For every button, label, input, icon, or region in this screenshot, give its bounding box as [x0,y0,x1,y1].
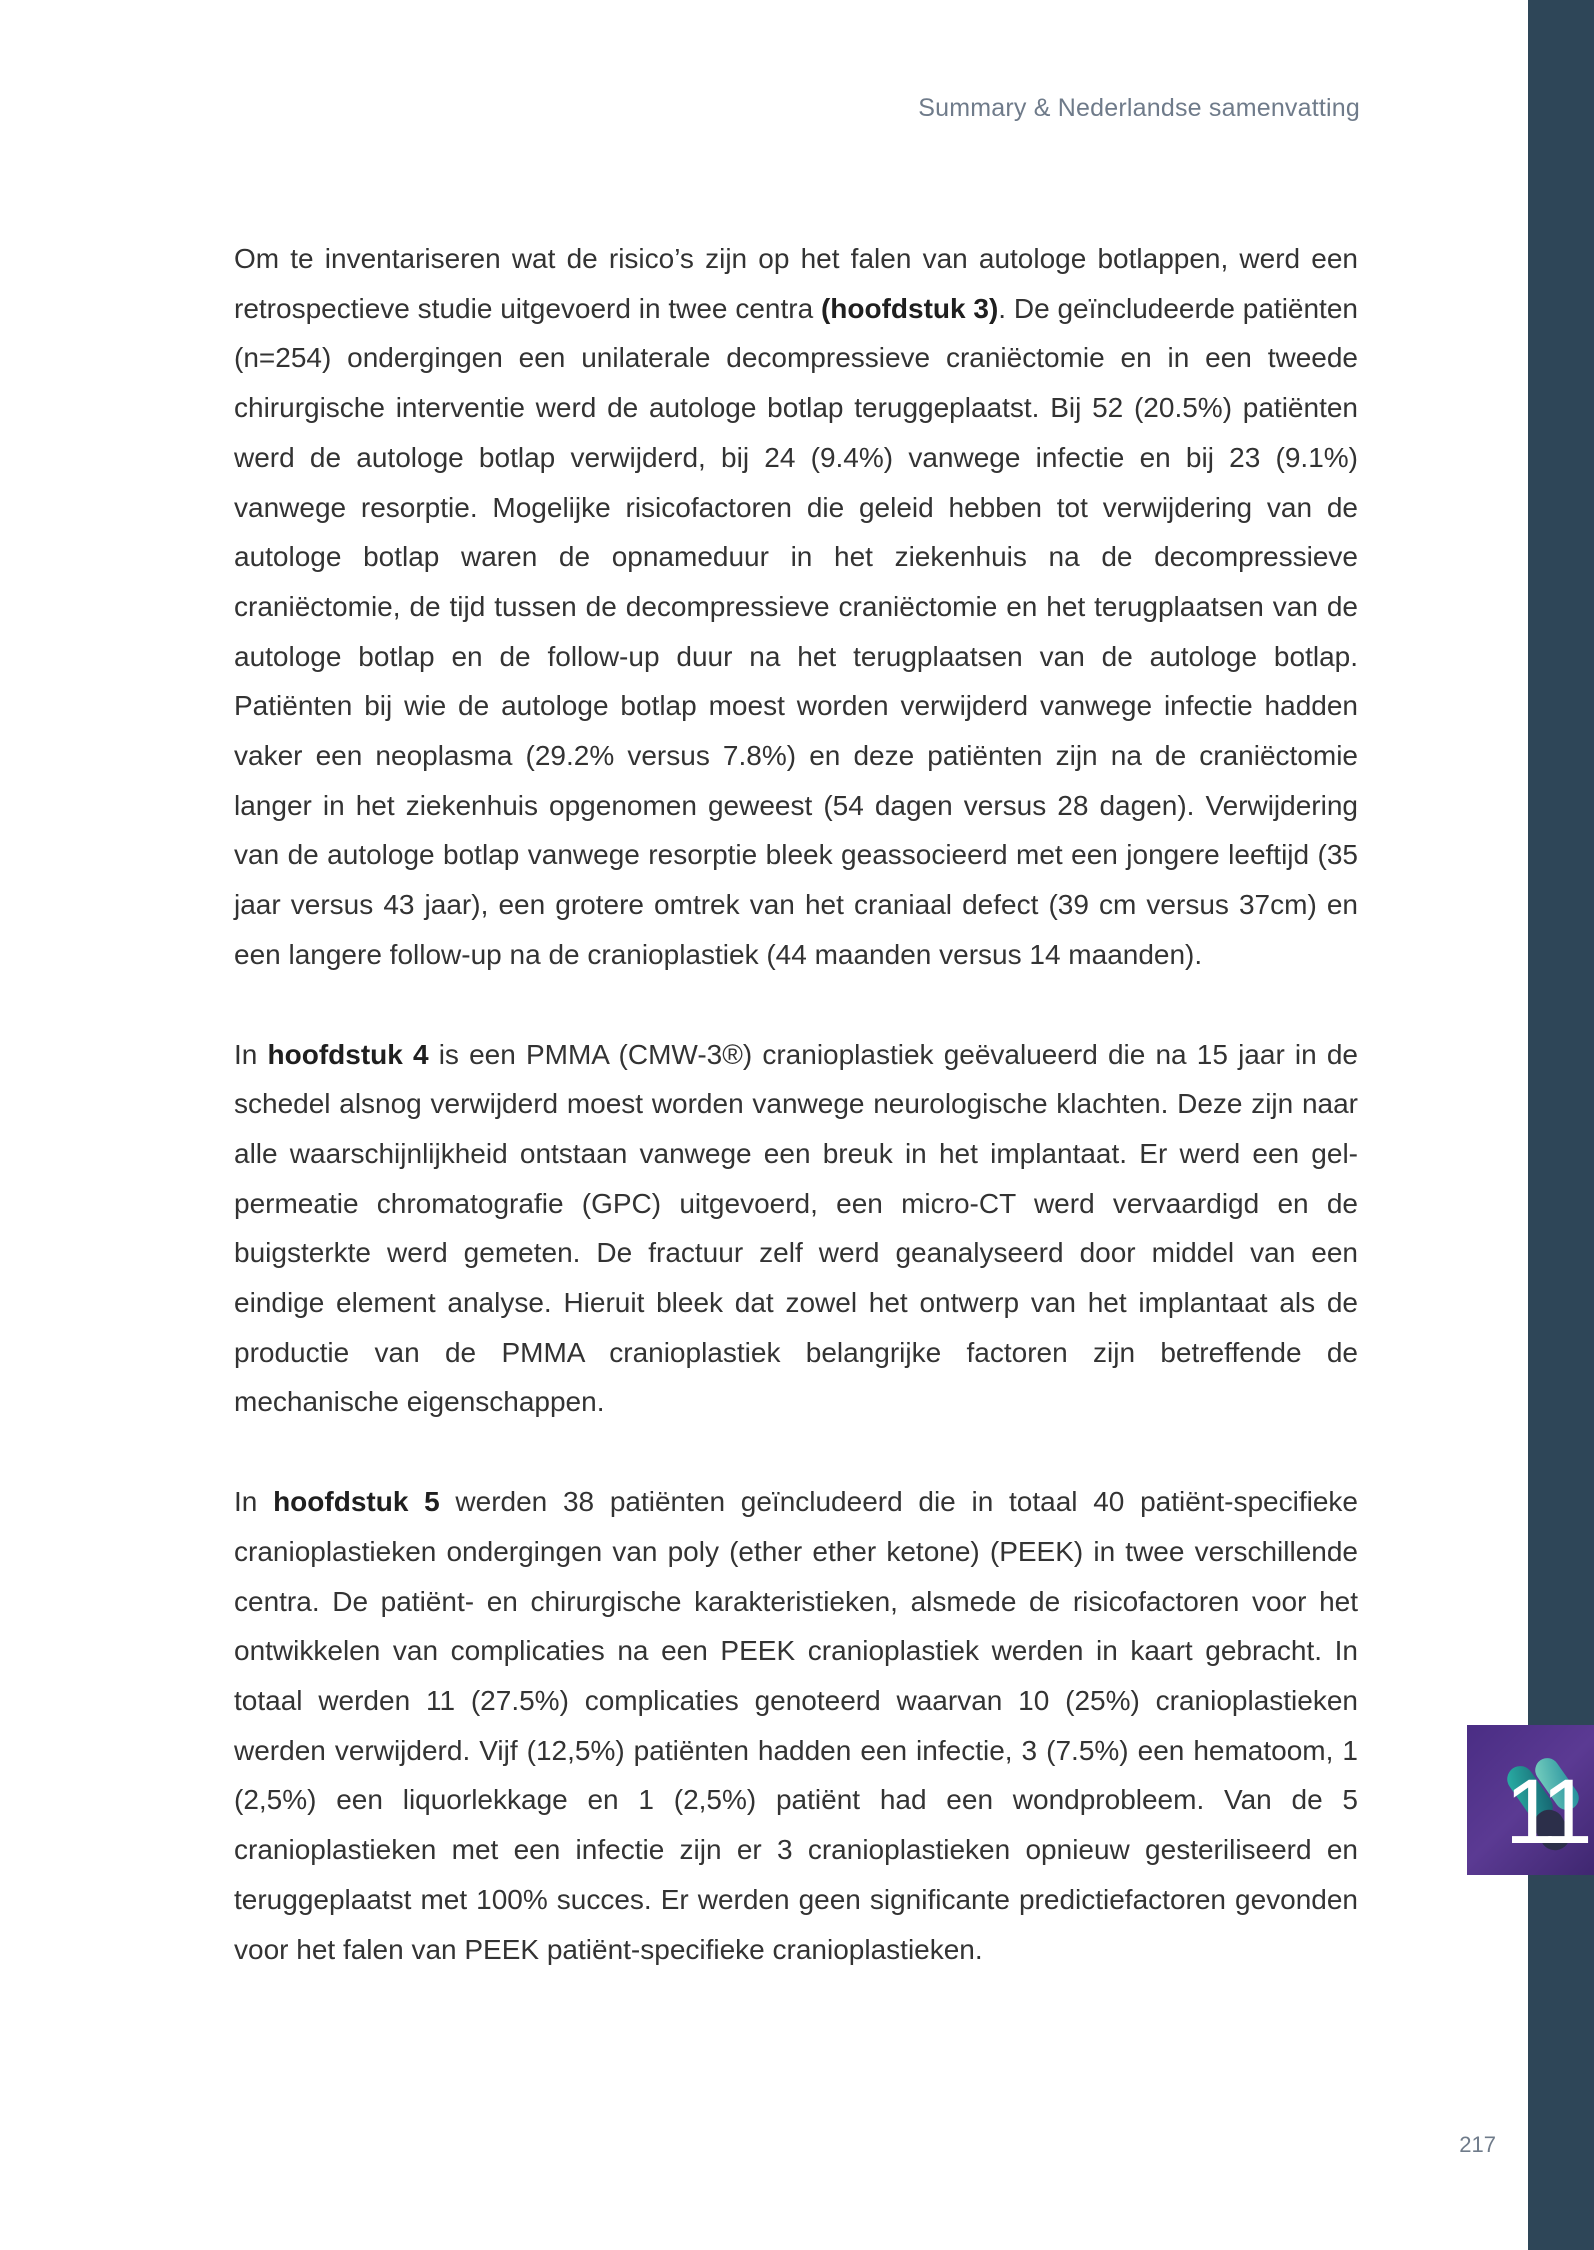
paragraph-text: . De geïncludeerde patiënten (n=254) ondergingen een unilaterale decompressieve craniëctomie en in een tweede chirurgische interventie werd de autologe botlap teruggeplaatst. Bij 52 (20.5%) patiënten werd de autologe botlap verwijderd, bij 24 (9.4%) vanwege infectie en bij 23 (9.1%) vanwege resorptie. Mogelijke risicofactoren die geleid hebben tot verwijdering van de autologe botlap waren de opnameduur in het ziekenhuis na de decompressieve craniëctomie, de tijd tussen de decompressieve craniëctomie en het terugplaatsen van de autologe botlap en de follow-up duur na het terugplaatsen van de autologe botlap. Patiënten bij wie de autologe botlap moest worden verwijderd vanwege infectie hadden vaker een neoplasma (29.2% versus 7.8%) en deze patiënten zijn na de craniëctomie langer in het ziekenhuis opgenomen geweest (54 dagen versus 28 dagen). Verwijdering van de autologe botlap vanwege resorptie bleek geassocieerd met een jongere leeftijd (35 jaar versus 43 jaar), een grotere omtrek van het craniaal defect (39 cm versus 37cm) en een langere follow-up na de cranioplastiek (44 maanden versus 14 maanden). [234,292,1358,970]
paragraph-text: Om te inventariseren wat de risico’s zijn op het falen van autologe botlappen, werd een retrospectieve studie uitgevoerd in twee centra [234,243,1358,324]
chapter-tab [1467,1725,1594,1875]
paragraph-text: is een PMMA (CMW-3®) cranioplastiek geëvalueerd die na 15 jaar in de schedel alsnog verwijderd moest worden vanwege neurologische klachten. Deze zijn naar alle waarschijnlijkheid ontstaan vanwege een breuk in het implantaat. Er werd een gel-permeatie chromatografie (GPC) uitgevoerd, een micro-CT werd vervaardigd en de buigsterkte werd gemeten. De fractuur zelf werd geanalyseerd door middel van een eindige element analyse. Hieruit bleek dat zowel het ontwerp van het implantaat als de productie van de PMMA cranioplastiek belangrijke factoren zijn betreffende de mechanische eigenschappen. [234,1038,1358,1418]
chapter-reference: (hoofdstuk 3) [820,292,999,324]
running-header: Summary & Nederlandse samenvatting [918,94,1360,122]
chapter-number: 11 [1505,1761,1585,1863]
paragraph-chapter-5 [234,1477,1358,1974]
paragraph-chapter-4 [234,1030,1358,1428]
chapter-reference: hoofdstuk 4 [267,1038,429,1070]
paragraph-text: In [234,1038,268,1070]
body-content [234,234,1358,2024]
paragraph-text: werden 38 patiënten geïncludeerd die in totaal 40 patiënt-specifieke cranioplastieken ondergingen van poly (ether ether ketone) (PEEK) in twee verschillende centra. De patiënt- en chirurgische karakteristieken, alsmede de risicofactoren voor het ontwikkelen van complicaties na een PEEK cranioplastiek werden in kaart gebracht. In totaal werden 11 (27.5%) complicaties genoteerd waarvan 10 (25%) cranioplastieken werden verwijderd. Vijf (12,5%) patiënten hadden een infectie, 3 (7.5%) een hematoom, 1 (2,5%) een liquorlekkage en 1 (2,5%) patiënt had een wondprobleem. Van de 5 cranioplastieken met een infectie zijn er 3 cranioplastieken opnieuw gesteriliseerd en teruggeplaatst met 100% succes. Er werden geen significante predictiefactoren gevonden voor het falen van PEEK patiënt-specifieke cranioplastieken. [234,1486,1358,1965]
paragraph-text: In [234,1486,274,1518]
chapter-reference: hoofdstuk 5 [273,1486,440,1518]
chapter-side-bar [1528,0,1594,2250]
chapter-number-graphic [1467,1725,1594,1875]
page-number: 217 [1459,2132,1496,2157]
paragraph-chapter-3 [234,234,1358,980]
